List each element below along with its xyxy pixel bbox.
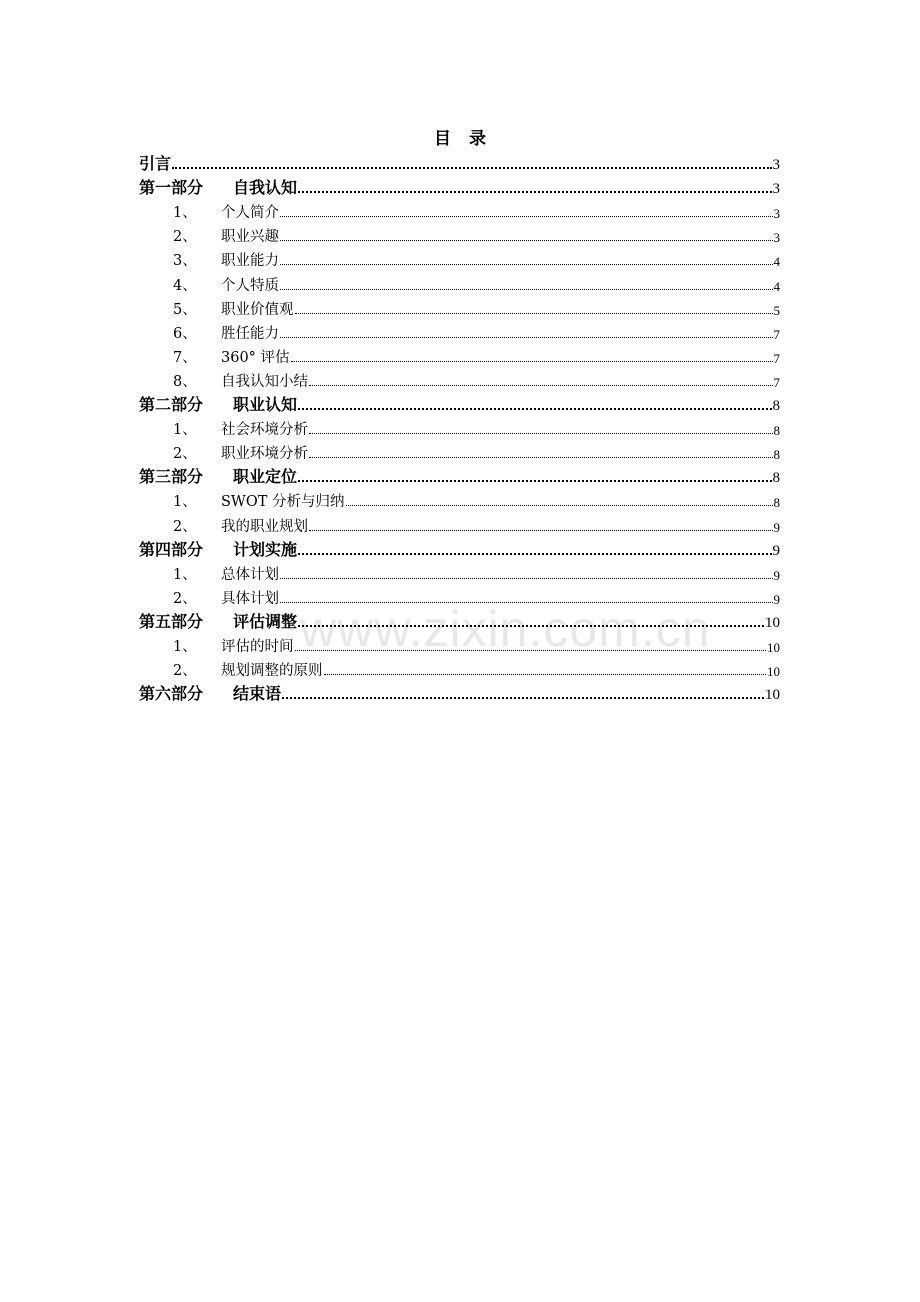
toc-entry-title: 个人特质 xyxy=(221,277,279,294)
toc-part-label: 第三部分 xyxy=(139,467,204,487)
toc-page-number: 4 xyxy=(773,254,780,270)
toc-subsection-entry[interactable] xyxy=(139,367,780,391)
toc-entry-title: 具体计划 xyxy=(221,590,279,607)
toc-page-number: 7 xyxy=(773,350,780,366)
toc-entry-title: 评估调整 xyxy=(233,611,298,631)
toc-section-entry[interactable] xyxy=(139,680,780,704)
toc-page-number: 8 xyxy=(772,470,780,487)
toc-section-entry[interactable] xyxy=(139,174,780,198)
toc-page-number: 4 xyxy=(773,278,780,294)
toc-part-label: 第四部分 xyxy=(139,539,204,559)
toc-page-number: 9 xyxy=(773,591,780,607)
toc-section-entry[interactable] xyxy=(139,536,780,560)
toc-subsection-entry[interactable] xyxy=(139,343,780,367)
toc-subsection-entry[interactable] xyxy=(139,656,780,680)
toc-page-number: 5 xyxy=(773,302,780,318)
toc-entry-title: 职业定位 xyxy=(233,467,298,487)
toc-entry-title: 职业环境分析 xyxy=(221,446,308,463)
toc-item-number: 1、 xyxy=(173,566,197,583)
dot-leader xyxy=(298,479,771,482)
dot-leader xyxy=(346,504,773,506)
toc-page-number: 9 xyxy=(772,542,780,559)
toc-item-number: 1、 xyxy=(173,422,197,439)
toc-item-number: 2、 xyxy=(173,446,197,463)
dot-leader xyxy=(324,673,767,675)
toc-page-number: 8 xyxy=(773,447,780,463)
toc-page-number: 3 xyxy=(772,157,780,174)
toc-page-number: 10 xyxy=(767,639,780,655)
toc-item-number: 8、 xyxy=(173,373,197,390)
dot-leader xyxy=(280,288,773,290)
toc-item-number: 2、 xyxy=(173,590,197,607)
toc-item-number: 6、 xyxy=(173,325,197,342)
toc-part-label: 第六部分 xyxy=(139,684,204,704)
toc-entry-title: 我的职业规划 xyxy=(221,518,308,535)
toc-entry-title: 自我认知小结 xyxy=(221,373,308,390)
toc-subsection-entry[interactable] xyxy=(139,560,780,584)
toc-page-number: 9 xyxy=(773,519,780,535)
toc-item-number: 2、 xyxy=(173,663,197,680)
toc-entry-title: 职业能力 xyxy=(221,253,279,270)
toc-subsection-entry[interactable] xyxy=(139,415,780,439)
toc-entry-title: SWOT 分析与归纳 xyxy=(221,494,345,511)
toc-page-number: 3 xyxy=(772,181,780,198)
toc-subsection-entry[interactable] xyxy=(139,319,780,343)
dot-leader xyxy=(280,336,773,338)
toc-part-label: 第五部分 xyxy=(139,611,204,631)
toc-page-number: 8 xyxy=(772,398,780,415)
toc-subsection-entry[interactable] xyxy=(139,270,780,294)
toc-item-number: 3、 xyxy=(173,253,197,270)
toc-item-number: 1、 xyxy=(173,638,197,655)
dot-leader xyxy=(309,529,773,531)
dot-leader xyxy=(172,166,771,169)
toc-page-number: 7 xyxy=(773,326,780,342)
toc-entry-title: 总体计划 xyxy=(221,566,279,583)
toc-item-number: 2、 xyxy=(173,229,197,246)
toc-entry-title: 计划实施 xyxy=(233,539,298,559)
dot-leader xyxy=(309,456,773,458)
toc-subsection-entry[interactable] xyxy=(139,439,780,463)
toc-item-number: 5、 xyxy=(173,301,197,318)
toc-entry-title: 360° 评估 xyxy=(221,349,290,366)
toc-subsection-entry[interactable] xyxy=(139,487,780,511)
dot-leader xyxy=(298,407,771,410)
dot-leader xyxy=(280,239,773,241)
toc-entry-title: 评估的时间 xyxy=(221,638,294,655)
toc-subsection-entry[interactable] xyxy=(139,198,780,222)
toc-page-number: 10 xyxy=(765,614,780,631)
toc-page-number: 10 xyxy=(767,664,780,680)
dot-leader xyxy=(280,263,773,265)
toc-entry-title: 职业兴趣 xyxy=(221,229,279,246)
toc-page-number: 9 xyxy=(773,567,780,583)
toc-section-entry[interactable] xyxy=(139,463,780,487)
dot-leader xyxy=(282,696,764,699)
toc-entry-title: 职业认知 xyxy=(233,395,298,415)
toc-entry-title: 胜任能力 xyxy=(221,325,279,342)
dot-leader xyxy=(295,312,773,314)
toc-entry-title: 规划调整的原则 xyxy=(221,663,323,680)
toc-part-label: 第二部分 xyxy=(139,395,204,415)
toc-item-number: 1、 xyxy=(173,494,197,511)
toc-page-number: 8 xyxy=(773,423,780,439)
toc-entry-title: 个人简介 xyxy=(221,205,279,222)
dot-leader xyxy=(298,552,771,555)
toc-item-number: 4、 xyxy=(173,277,197,294)
toc-item-number: 1、 xyxy=(173,205,197,222)
toc-subsection-entry[interactable] xyxy=(139,246,780,270)
toc-page-number: 8 xyxy=(773,495,780,511)
toc-subsection-entry[interactable] xyxy=(139,511,780,535)
toc-subsection-entry[interactable] xyxy=(139,295,780,319)
toc-section-entry[interactable] xyxy=(139,150,780,174)
dot-leader xyxy=(280,577,773,579)
toc-page-number: 7 xyxy=(773,374,780,390)
toc-entry-title: 职业价值观 xyxy=(221,301,294,318)
toc-page-number: 10 xyxy=(765,687,780,704)
toc-heading: 目录 xyxy=(434,129,504,149)
dot-leader xyxy=(309,384,773,386)
toc-part-label: 第一部分 xyxy=(139,178,204,198)
dot-leader xyxy=(298,190,771,193)
toc-item-number: 7、 xyxy=(173,349,197,366)
toc-section-entry[interactable] xyxy=(139,391,780,415)
toc-item-number: 2、 xyxy=(173,518,197,535)
toc-entry-title: 社会环境分析 xyxy=(221,422,308,439)
toc-page-number: 3 xyxy=(773,206,780,222)
watermark: www.zixin.com.cn xyxy=(300,601,711,657)
toc-entry-title: 引言 xyxy=(139,154,172,174)
toc-entry-title: 自我认知 xyxy=(233,178,298,198)
dot-leader xyxy=(309,432,773,434)
dot-leader xyxy=(280,215,773,217)
dot-leader xyxy=(291,360,773,362)
toc-page-number: 3 xyxy=(773,230,780,246)
toc-subsection-entry[interactable] xyxy=(139,222,780,246)
toc-entry-title: 结束语 xyxy=(233,684,282,704)
